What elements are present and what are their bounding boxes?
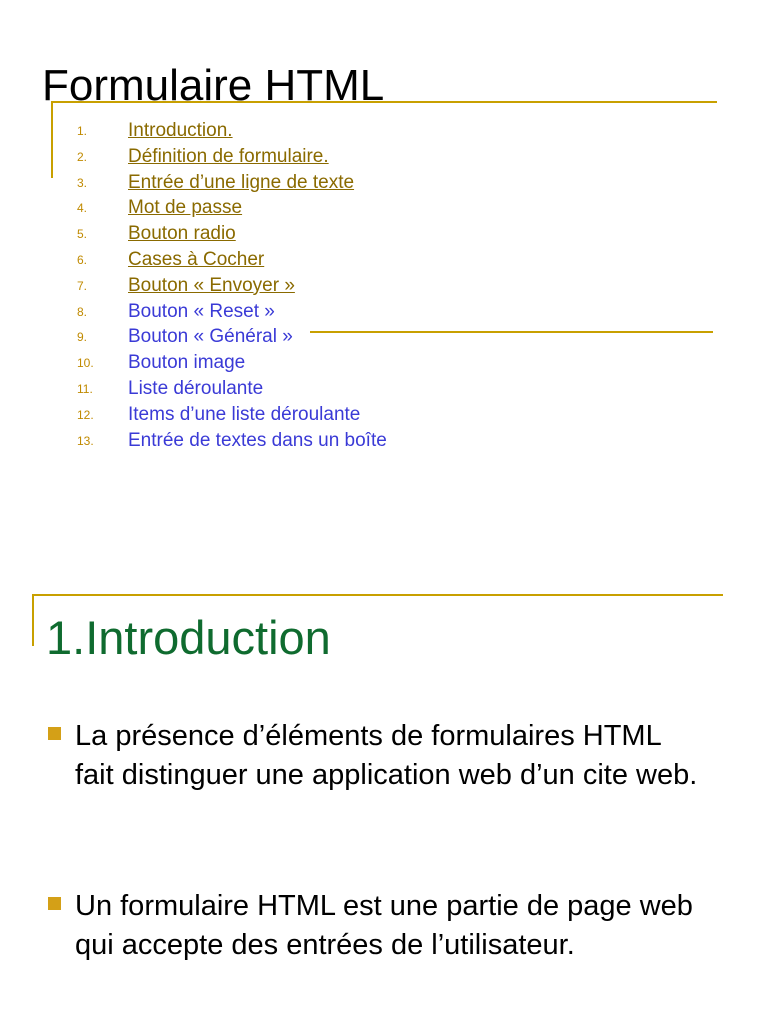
- section-title: 1.Introduction: [46, 611, 331, 664]
- toc-item[interactable]: [0, 299, 700, 325]
- square-bullet-icon: [48, 727, 61, 740]
- toc-item-link[interactable]: Bouton radio: [128, 223, 236, 245]
- bullet-text: Un formulaire HTML est une partie de page web qui accepte des entrées de l’utilisateur.: [75, 890, 693, 961]
- toc-item[interactable]: [0, 428, 700, 454]
- toc-item-number: 6.: [77, 252, 88, 267]
- table-of-contents: [0, 118, 700, 453]
- toc-item-link[interactable]: Bouton « Général »: [128, 326, 293, 348]
- toc-item-link[interactable]: Mot de passe: [128, 197, 243, 219]
- toc-item-number: 4.: [77, 201, 88, 216]
- square-bullet-icon: [48, 897, 61, 910]
- slide2-left-rule: [32, 594, 34, 646]
- toc-item[interactable]: [0, 376, 700, 402]
- toc-item-link[interactable]: Bouton « Envoyer »: [128, 274, 295, 296]
- toc-item-link[interactable]: Entrée d’une ligne de texte: [128, 171, 355, 193]
- toc-item-number: 12.: [77, 407, 94, 422]
- toc-item-number: 13.: [77, 433, 94, 448]
- toc-item[interactable]: [0, 195, 700, 221]
- toc-item-link[interactable]: Bouton image: [128, 352, 246, 374]
- toc-item[interactable]: [0, 247, 700, 273]
- bullet-text: La présence d’éléments de formulaires HTML fait distinguer une application web d’un cite web.: [75, 720, 698, 791]
- toc-item-link[interactable]: Bouton « Reset »: [128, 300, 275, 322]
- toc-item[interactable]: [0, 118, 700, 144]
- slide2-top-rule: [32, 594, 723, 596]
- toc-item[interactable]: [0, 144, 700, 170]
- toc-item[interactable]: [0, 324, 700, 350]
- toc-item-link[interactable]: Cases à Cocher: [128, 248, 265, 270]
- toc-item-number: 1.: [77, 124, 88, 138]
- toc-item-link[interactable]: Liste déroulante: [128, 377, 264, 399]
- toc-item[interactable]: [0, 170, 700, 196]
- toc-item-number: 5.: [77, 227, 88, 242]
- toc-item-number: 7.: [77, 278, 88, 293]
- toc-item-link[interactable]: Entrée de textes dans un boîte: [128, 429, 387, 451]
- toc-item-number: 9.: [77, 330, 88, 345]
- toc-item-link[interactable]: Introduction.: [128, 120, 233, 141]
- toc-item[interactable]: [0, 273, 700, 299]
- toc-item-number: 11.: [77, 381, 93, 396]
- toc-item[interactable]: [0, 402, 700, 428]
- toc-item-number: 2.: [77, 149, 88, 164]
- toc-item[interactable]: [0, 221, 700, 247]
- toc-item-link[interactable]: Items d’une liste déroulante: [128, 403, 361, 425]
- toc-item[interactable]: [0, 350, 700, 376]
- page-title: Formulaire HTML: [42, 61, 385, 110]
- toc-item-link[interactable]: Définition de formulaire.: [128, 145, 329, 167]
- toc-item-number: 10.: [77, 356, 94, 371]
- toc-item-number: 3.: [77, 175, 88, 190]
- toc-item-number: 8.: [77, 304, 88, 319]
